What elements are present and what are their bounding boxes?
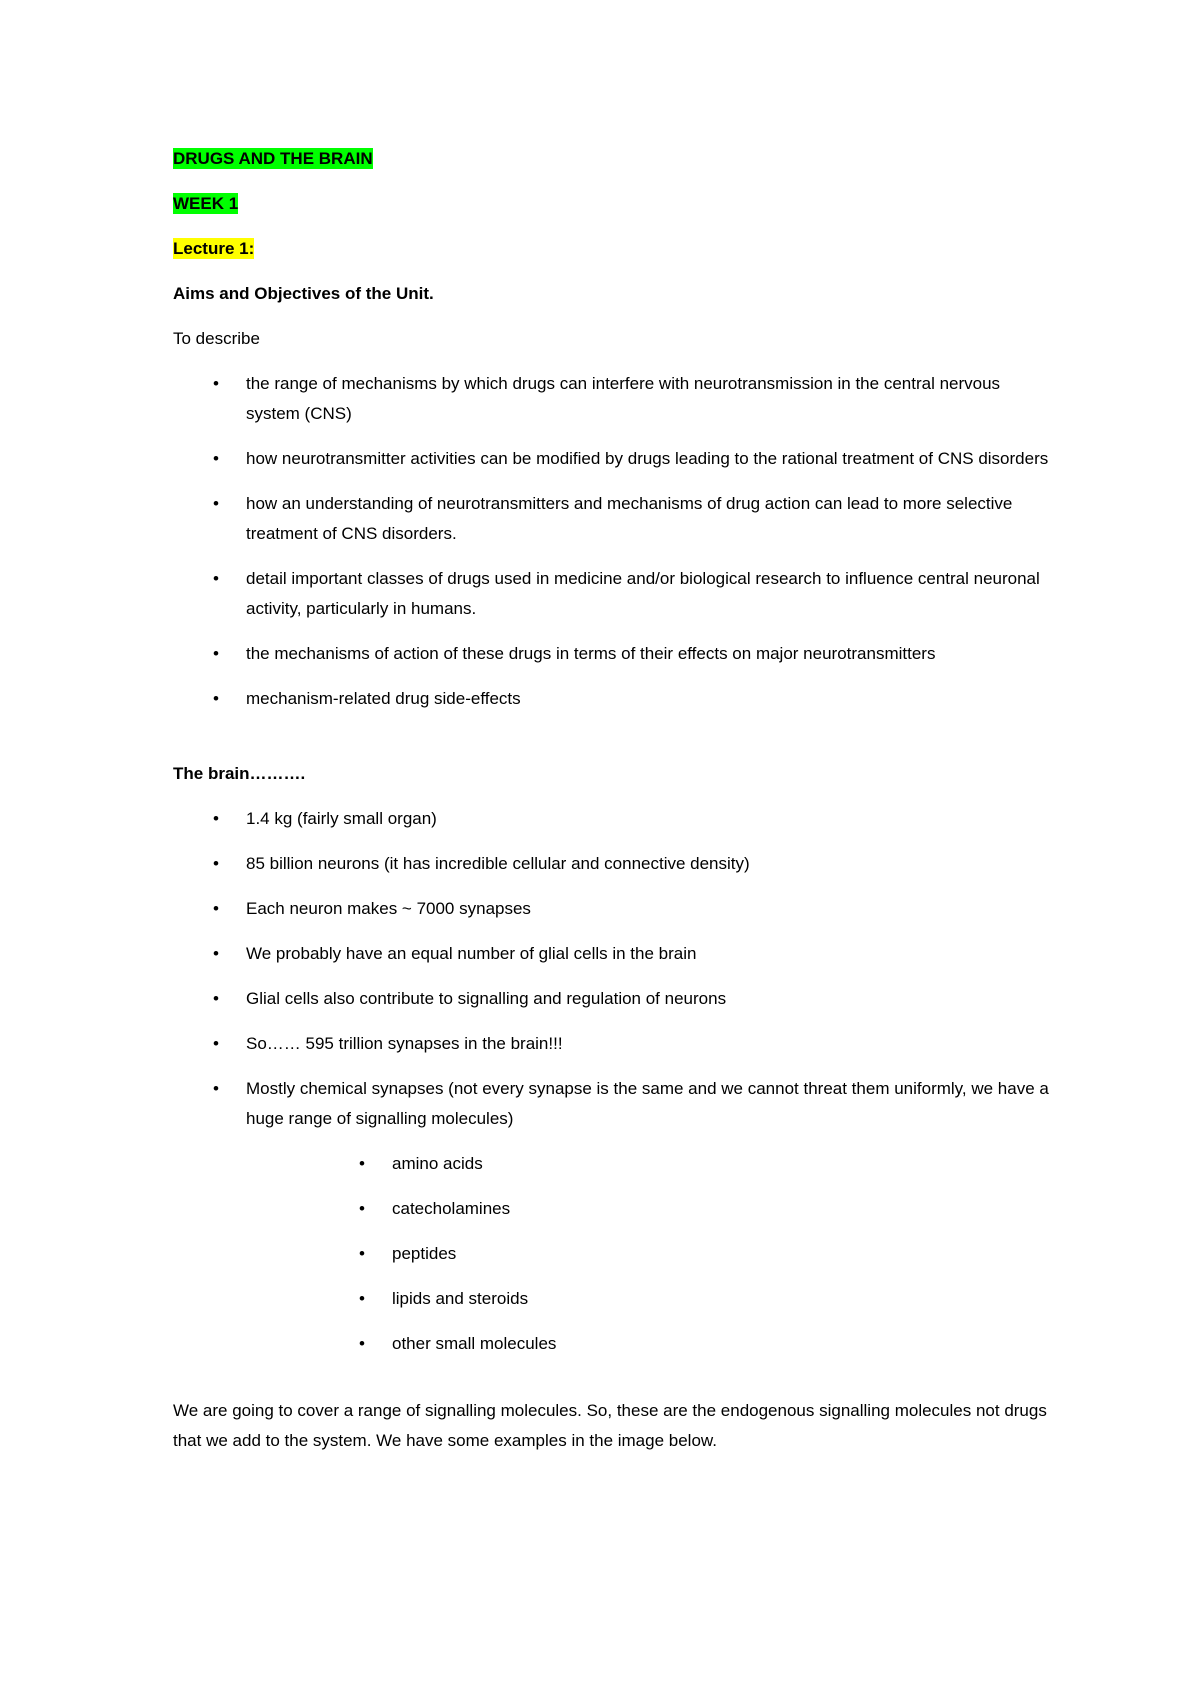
week-highlight: WEEK 1 (173, 194, 239, 213)
document-title (173, 144, 1053, 174)
list-item (173, 639, 1053, 669)
section-spacer (173, 1374, 1053, 1396)
list-item (173, 444, 1053, 474)
list-item (173, 1029, 1053, 1059)
list-item-text: Each neuron makes ~ 7000 synapses (246, 899, 531, 918)
list-item-text: detail important classes of drugs used in medicine and/or biological research to influence central neuronal activity, particularly in humans. (246, 569, 1040, 618)
bullet-icon: • (213, 854, 219, 873)
sub-list-item (319, 1239, 1053, 1269)
lecture-highlight: Lecture 1: (173, 239, 255, 258)
list-item-text: 85 billion neurons (it has incredible cellular and connective density) (246, 854, 750, 873)
bullet-icon: • (359, 1289, 365, 1308)
sub-list-item-text: peptides (392, 1244, 457, 1263)
list-item (173, 849, 1053, 879)
bullet-icon: • (213, 449, 219, 468)
sub-list-item-text: catecholamines (392, 1199, 511, 1218)
bullet-icon: • (213, 809, 219, 828)
list-item (173, 939, 1053, 969)
bullet-icon: • (213, 374, 219, 393)
list-item (173, 369, 1053, 429)
list-item (173, 489, 1053, 549)
bullet-icon: • (213, 944, 219, 963)
list-item-text: Mostly chemical synapses (not every synapse is the same and we cannot threat them uniformly, we have a huge range of signalling molecules) (246, 1079, 1049, 1128)
list-item-text: We probably have an equal number of glial cells in the brain (246, 944, 697, 963)
list-item-text: how an understanding of neurotransmitters and mechanisms of drug action can lead to more selective treatment of CNS disorders. (246, 494, 1013, 543)
bullet-icon: • (213, 644, 219, 663)
list-item (173, 894, 1053, 924)
list-item-text: mechanism-related drug side-effects (246, 689, 521, 708)
list-item (173, 684, 1053, 714)
sub-list-item-text: amino acids (392, 1154, 483, 1173)
lecture-heading (173, 234, 1053, 264)
bullet-icon: • (213, 1034, 219, 1053)
bullet-icon: • (213, 569, 219, 588)
list-item (173, 804, 1053, 834)
bullet-icon: • (359, 1334, 365, 1353)
bullet-icon: • (213, 689, 219, 708)
list-item (173, 1074, 1053, 1359)
sub-list-item-text: other small molecules (392, 1334, 557, 1353)
sub-list-item (319, 1329, 1053, 1359)
list-item-text: how neurotransmitter activities can be modified by drugs leading to the rational treatment of CNS disorders (246, 449, 1049, 468)
closing-paragraph: We are going to cover a range of signalling molecules. So, these are the endogenous signalling molecules not drugs that we add to the system. We have some examples in the image below. (173, 1401, 1047, 1450)
bullet-icon: • (213, 899, 219, 918)
list-item-text: the range of mechanisms by which drugs can interfere with neurotransmission in the central nervous system (CNS) (246, 374, 1001, 423)
brain-list (173, 804, 1053, 1359)
week-heading (173, 189, 1053, 219)
bullet-icon: • (359, 1154, 365, 1173)
sub-list-item (319, 1194, 1053, 1224)
bullet-icon: • (359, 1244, 365, 1263)
document-page (173, 144, 1053, 1471)
aims-list (173, 369, 1053, 714)
sub-list-item-text: lipids and steroids (392, 1289, 529, 1308)
list-item-text: the mechanisms of action of these drugs in terms of their effects on major neurotransmitters (246, 644, 936, 663)
list-item (173, 984, 1053, 1014)
list-item-text: Glial cells also contribute to signalling and regulation of neurons (246, 989, 727, 1008)
bullet-icon: • (213, 494, 219, 513)
list-item-text: So…… 595 trillion synapses in the brain!!! (246, 1034, 563, 1053)
bullet-icon: • (213, 1079, 219, 1098)
list-item (173, 564, 1053, 624)
aims-title: Aims and Objectives of the Unit. (173, 284, 434, 303)
list-item-text: 1.4 kg (fairly small organ) (246, 809, 437, 828)
aims-intro: To describe (173, 329, 260, 348)
section-spacer (173, 729, 1053, 759)
bullet-icon: • (359, 1199, 365, 1218)
signalling-molecules-list (246, 1149, 1053, 1359)
sub-list-item (319, 1284, 1053, 1314)
sub-list-item (319, 1149, 1053, 1179)
title-highlight: DRUGS AND THE BRAIN (173, 149, 373, 168)
bullet-icon: • (213, 989, 219, 1008)
brain-title: The brain………. (173, 764, 306, 783)
